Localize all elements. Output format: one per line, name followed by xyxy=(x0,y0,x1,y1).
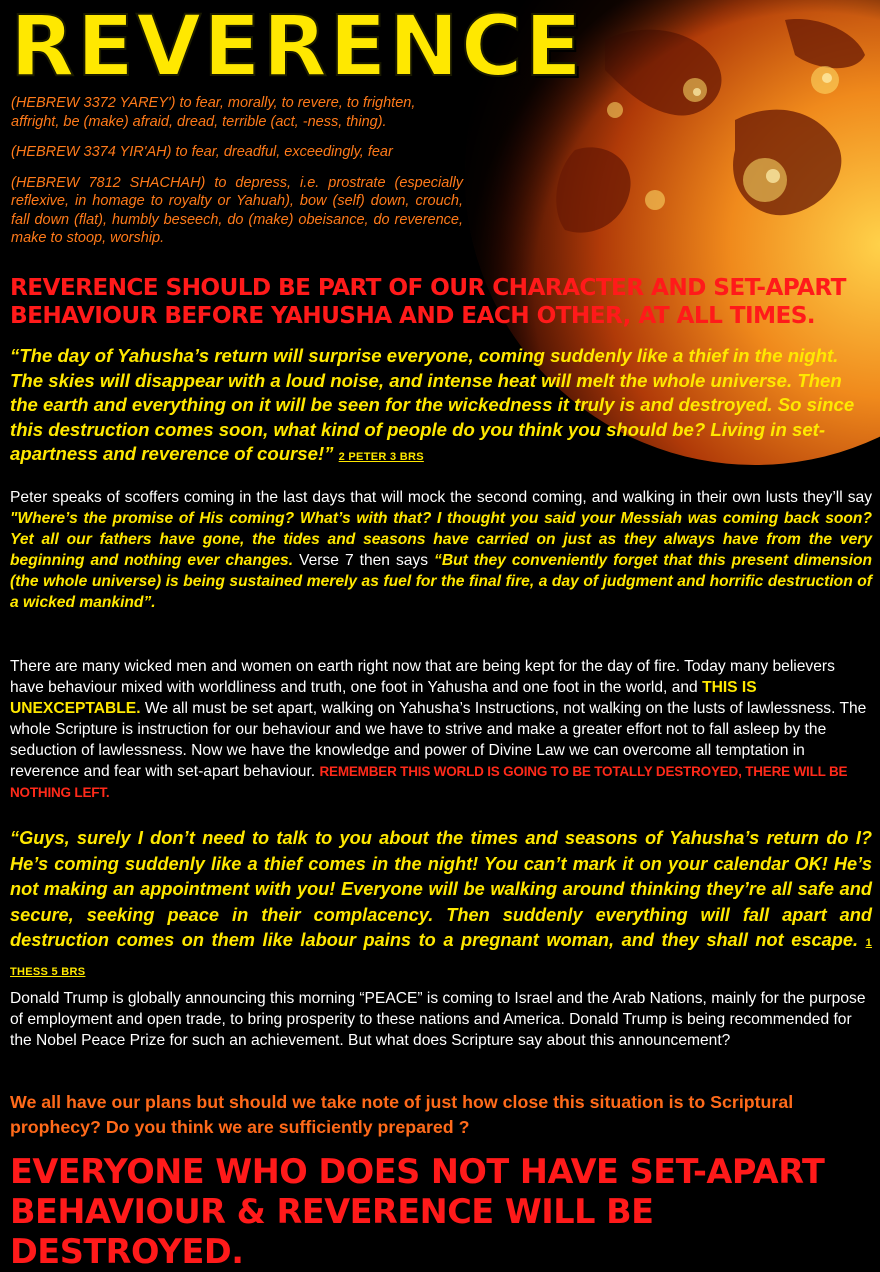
thessalonians-quote-text: “Guys, surely I don’t need to talk to you about the times and seasons of Yahusha’s return do I? He’s coming suddenly like a thief comes in the night! You can’t mark it on your calendar OK! He’s not making an appointment with you! Everyone will be walking around thinking they’re all safe and secure, seeking peace in their complacency. Then suddenly everything will fall apart and destruction comes on them like labour pains to a pregnant woman, and they shall not escape. xyxy=(10,828,872,950)
trump-paragraph: Donald Trump is globally announcing this morning “PEACE” is coming to Israel and the Arab Nations, mainly for the purpose of employment and open trade, to bring prosperity to these nations and America. Donald Trump is being recommended for the Nobel Peace Prize for such an achievement. But what does Scripture say about this announcement? xyxy=(10,990,866,1049)
scoffers-quote: "Where’s the promise of His coming? What’s with that? I thought you said your Messiah was coming back soon? Yet all our fathers have gone, the tides and seasons have carried on just as they always have from the very beginning and nothing ever changes. xyxy=(10,510,872,569)
peter-quote xyxy=(10,344,872,470)
page-title: REVERENCE xyxy=(10,0,584,95)
reverence-headline: REVERENCE SHOULD BE PART OF OUR CHARACTER AND SET-APART BEHAVIOUR BEFORE YAHUSHA AND EACH OTHER, AT ALL TIMES. xyxy=(10,274,846,329)
wicked-paragraph xyxy=(10,656,872,803)
peter-quote-text: “The day of Yahusha’s return will surprise everyone, coming suddenly like a thief in the night. The skies will disappear with a loud noise, and intense heat will melt the whole universe. Then the earth and everything on it will be seen for the wickedness it truly is and destroyed. So since this destruction comes soon, what kind of people do you think you should be? Living in set-apartness and reverence of course!” xyxy=(10,345,855,465)
thessalonians-quote xyxy=(10,826,872,985)
final-warning: EVERYONE WHO DOES NOT HAVE SET-APART BEHAVIOUR & REVERENCE WILL BE DESTROYED. xyxy=(10,1152,825,1271)
thessalonians-quote-reference: 1 THESS 5 BRS xyxy=(10,937,872,978)
wicked-text-a: There are many wicked men and women on earth right now that are being kept for the day of fire. Today many believers have behaviour mixed with worldliness and truth, one foot in Yahusha and one foot in the world, and xyxy=(10,658,835,696)
peter-quote-reference: 2 PETER 3 BRS xyxy=(338,451,424,464)
plans-question: We all have our plans but should we take note of just how close this situation is to Scriptural prophecy? Do you think we are sufficiently prepared ? xyxy=(10,1092,794,1137)
verse-7-quote: “But they conveniently forget that this present dimension (the whole universe) is being sustained merely as fuel for the final fire, a day of judgment and horrific destruction of a wicked mankind”. xyxy=(10,552,872,611)
definition-3372: (HEBREW 3372 YAREY') to fear, morally, to revere, to frighten, affright, be (make) afraid, dread, terrible (act, -ness, thing). xyxy=(11,95,416,130)
destroyed-warning: REMEMBER THIS WORLD IS GOING TO BE TOTALLY DESTROYED, THERE WILL BE NOTHING LEFT. xyxy=(10,764,848,800)
verse-7-intro: Verse 7 then says xyxy=(293,552,435,569)
scoffers-paragraph xyxy=(10,487,872,613)
scoffers-intro: Peter speaks of scoffers coming in the last days that will mock the second coming, and walking in their own lusts they’ll say xyxy=(10,489,872,506)
definition-3374: (HEBREW 3374 YIR'AH) to fear, dreadful, exceedingly, fear xyxy=(11,144,393,160)
definition-7812: (HEBREW 7812 SHACHAH) to depress, i.e. prostrate (especially reflexive, in homage to royalty or Yahuah), bow (self) down, crouch, fall down (flat), humbly beseech, do (make) obeisance, do reverence, make to stoop, worship. xyxy=(11,174,463,246)
wicked-text-b: We all must be set apart, walking on Yahusha’s Instructions, not walking on the lusts of lawlessness. The whole Scripture is instruction for our behaviour and we have to strive and make a greater effort not to fall asleep by the seduction of lawlessness. Now we have the knowledge and power of Divine Law we can overcome all temptation in reverence and fear with set-apart behaviour. xyxy=(10,700,867,780)
hebrew-definitions xyxy=(11,94,463,260)
unexceptable-highlight: THIS IS UNEXCEPTABLE. xyxy=(10,679,757,717)
